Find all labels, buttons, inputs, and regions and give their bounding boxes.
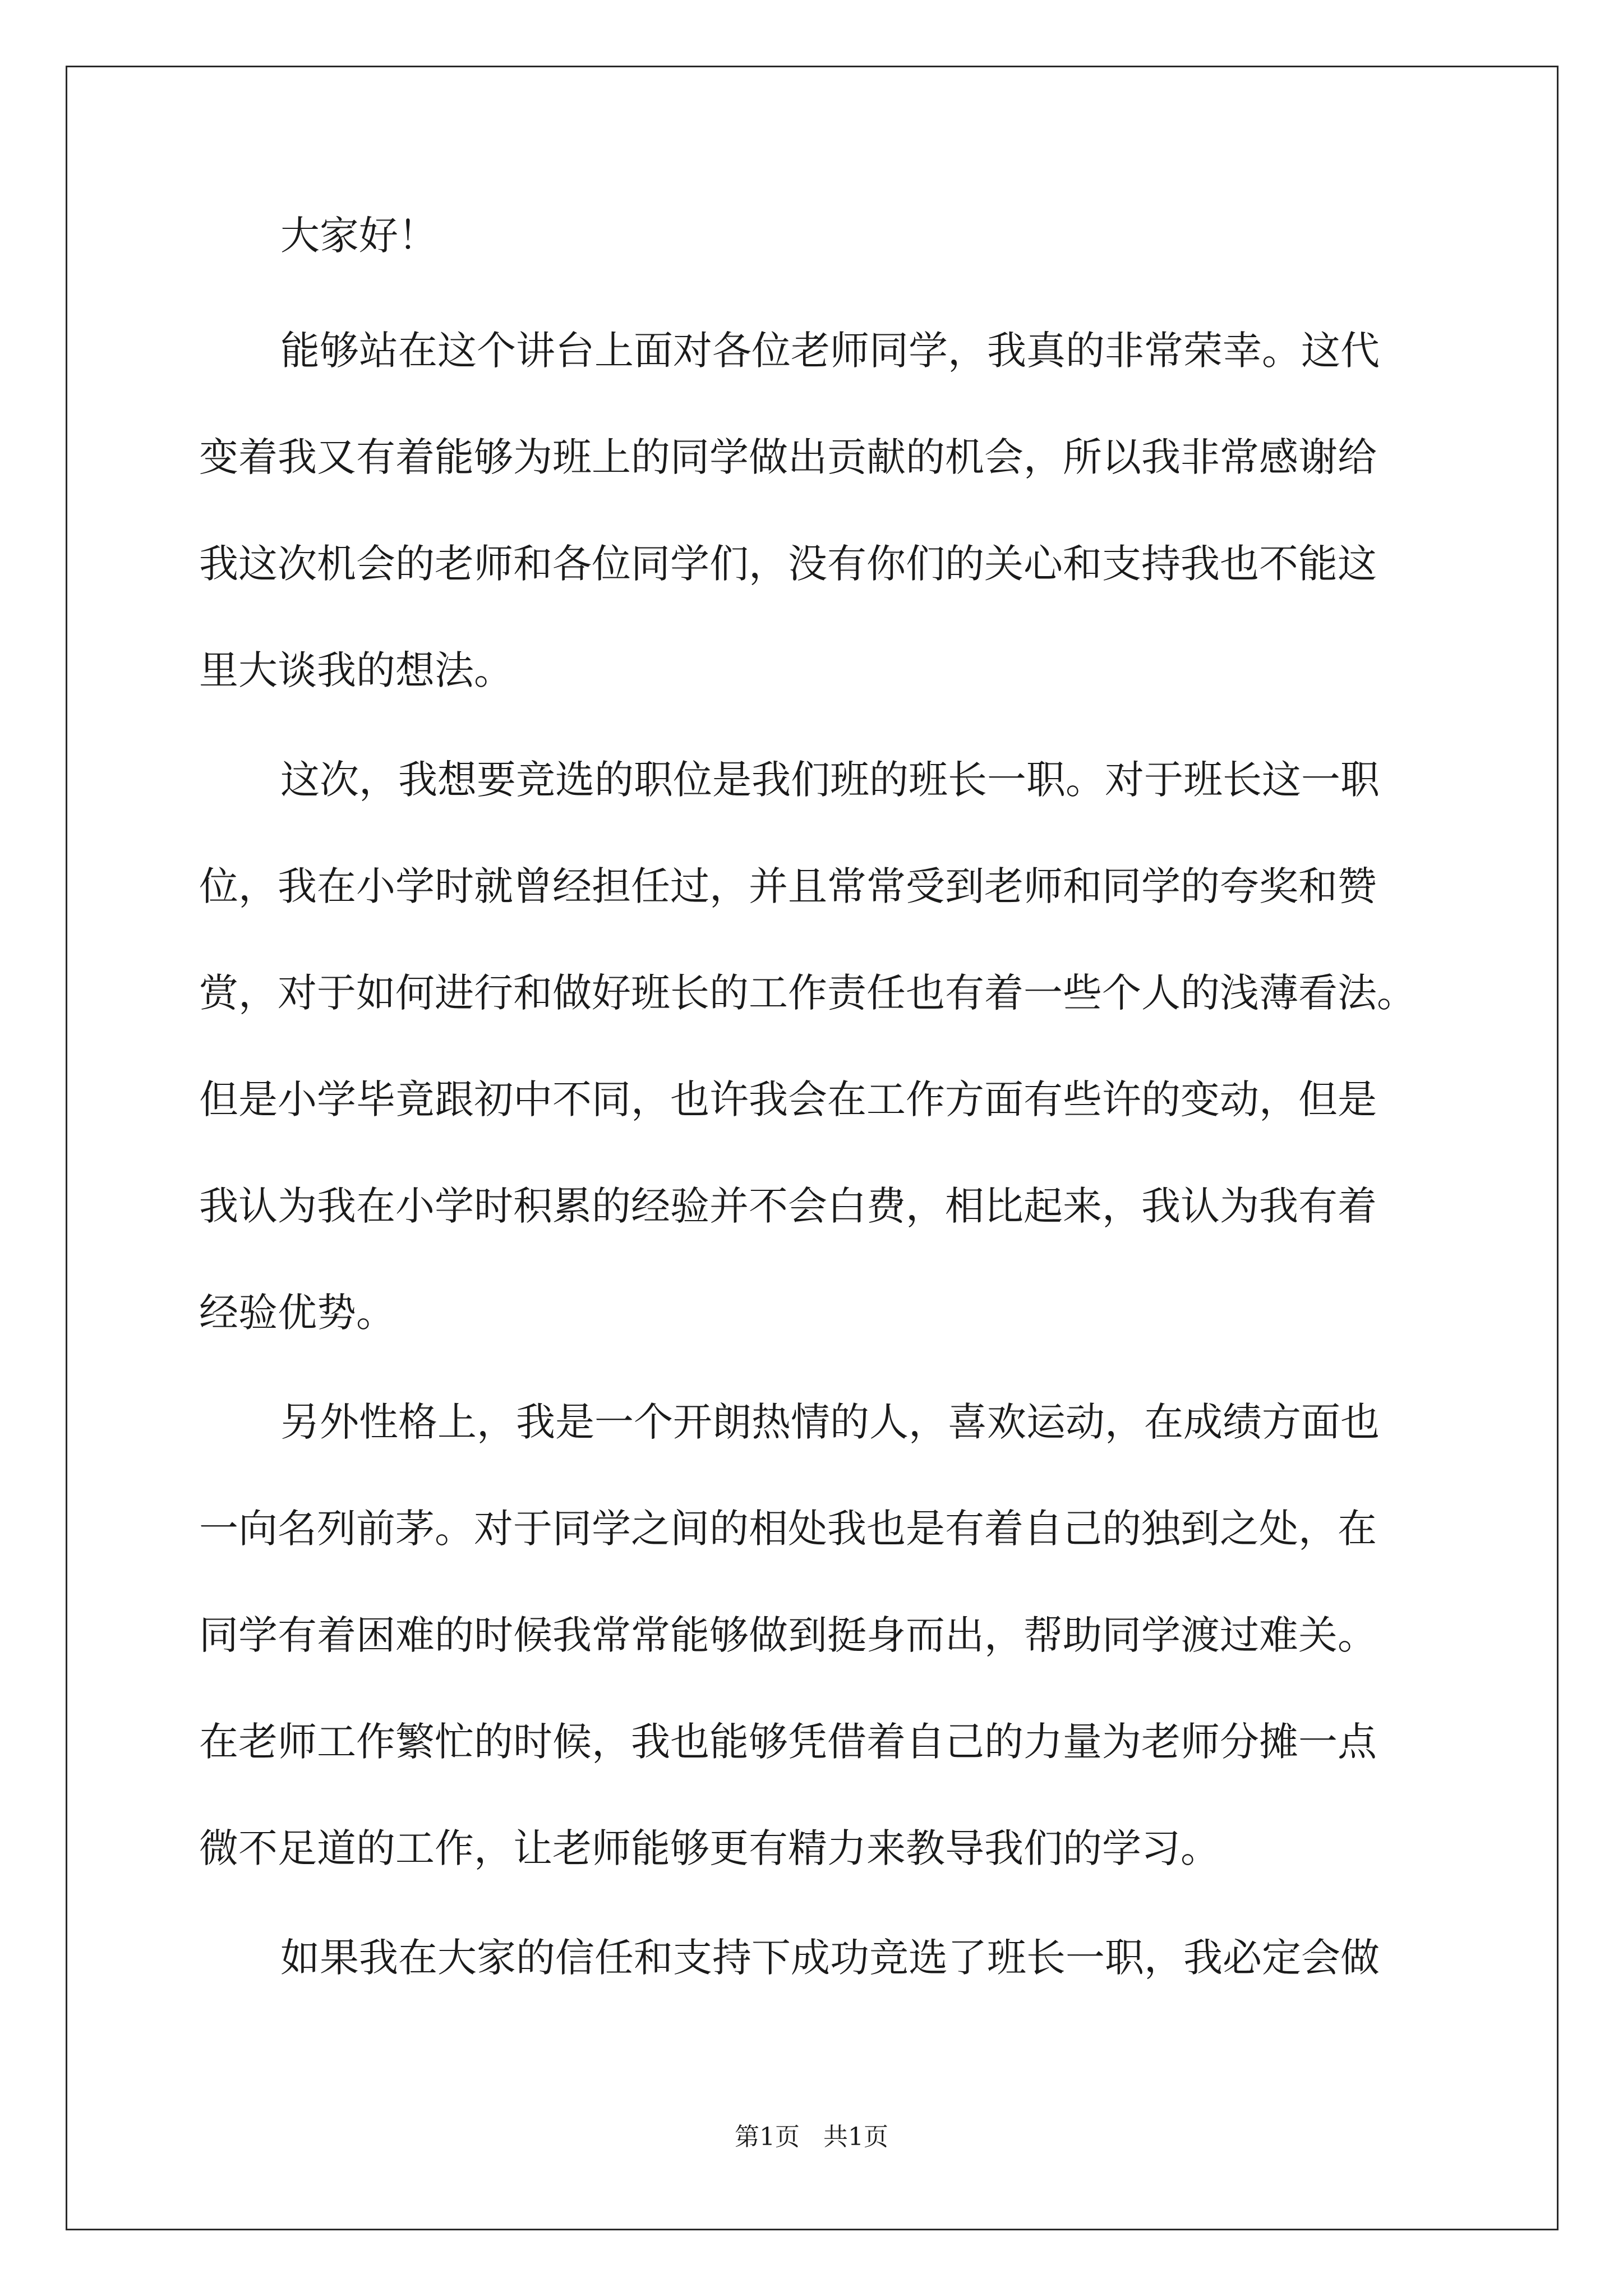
page-border — [66, 66, 1559, 2230]
page-number-footer: 第1页 共1页 — [735, 2123, 888, 2151]
text-line: 变着我又有着能够为班上的同学做出贡献的机会，所以我非常感谢给 — [199, 434, 1377, 480]
text-line: 位，我在小学时就曾经担任过，并且常常受到老师和同学的夸奖和赞 — [199, 863, 1377, 909]
text-line: 里大谈我的想法。 — [199, 647, 513, 693]
text-line: 如果我在大家的信任和支持下成功竞选了班长一职，我必定会做 — [280, 1935, 1380, 1981]
text-line: 同学有着困难的时候我常常能够做到挺身而出，帮助同学渡过难关。 — [199, 1612, 1377, 1658]
text-line: 我这次机会的老师和各位同学们，没有你们的关心和支持我也不能这 — [199, 541, 1377, 587]
text-line: 经验优势。 — [199, 1290, 395, 1336]
text-line: 能够站在这个讲台上面对各位老师同学，我真的非常荣幸。这代 — [280, 328, 1380, 374]
text-line: 这次，我想要竞选的职位是我们班的班长一职。对于班长这一职 — [280, 757, 1380, 803]
text-line: 我认为我在小学时积累的经验并不会白费，相比起来，我认为我有着 — [199, 1183, 1377, 1229]
text-line: 一向名列前茅。对于同学之间的相处我也是有着自己的独到之处，在 — [199, 1506, 1377, 1552]
text-line: 另外性格上，我是一个开朗热情的人，喜欢运动，在成绩方面也 — [280, 1399, 1380, 1445]
text-line: 赏，对于如何进行和做好班长的工作责任也有着一些个人的浅薄看法。 — [199, 970, 1416, 1016]
text-line: 大家好！ — [280, 213, 437, 259]
text-line: 但是小学毕竟跟初中不同，也许我会在工作方面有些许的变动，但是 — [199, 1076, 1377, 1122]
text-line: 在老师工作繁忙的时候，我也能够凭借着自己的力量为老师分摊一点 — [199, 1719, 1377, 1765]
text-line: 微不足道的工作，让老师能够更有精力来教导我们的学习。 — [199, 1825, 1220, 1871]
